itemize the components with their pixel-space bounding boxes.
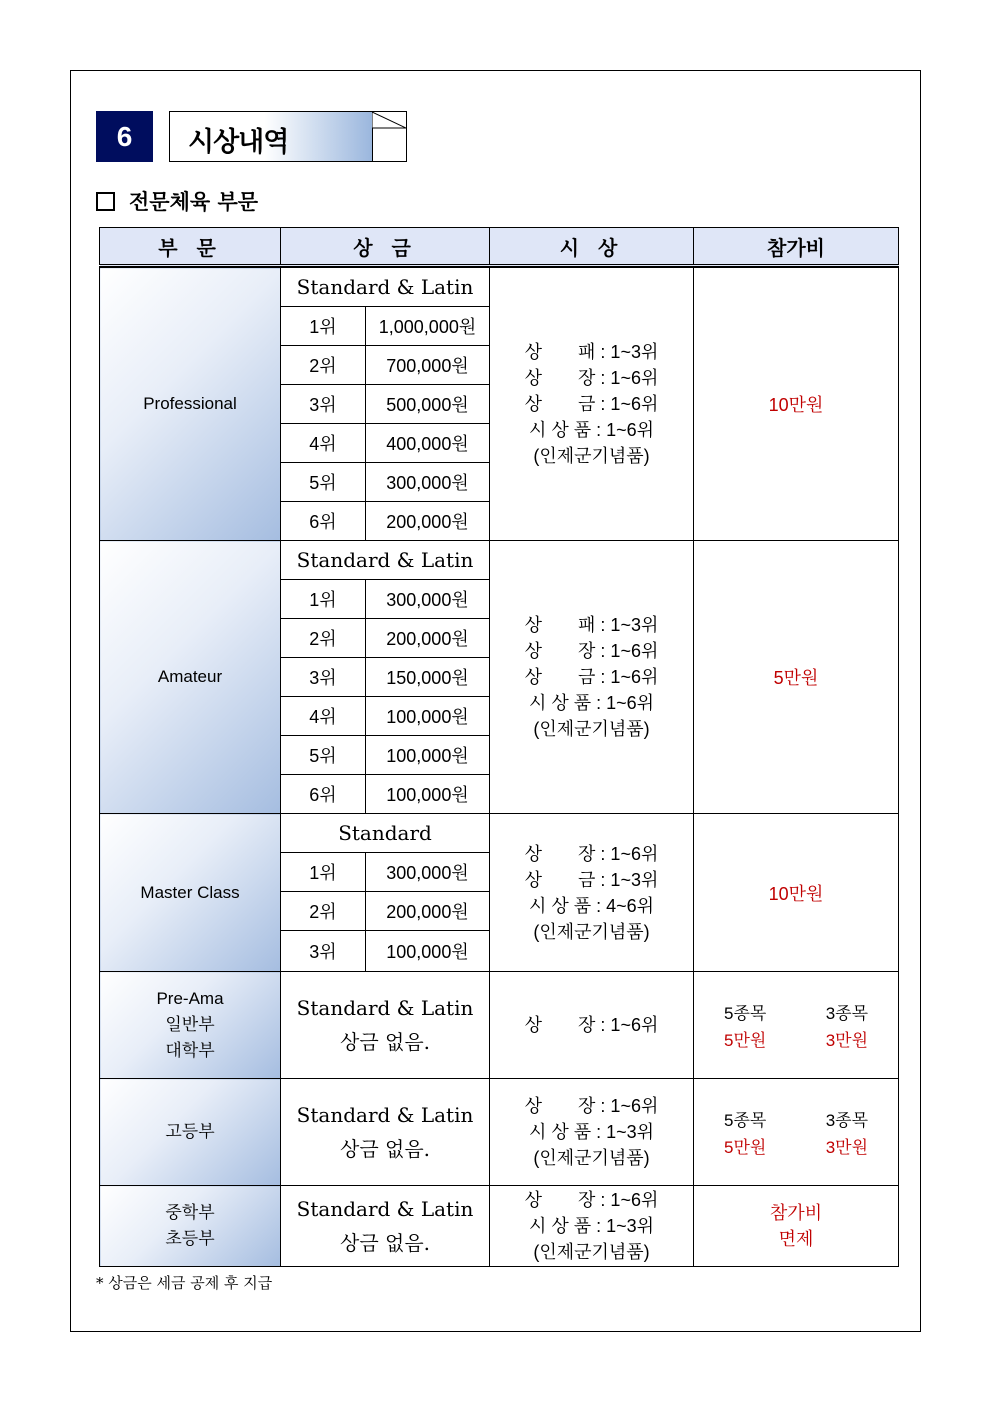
category-line: 중학부 (165, 1203, 215, 1222)
amount-cell: 100,000원 (366, 931, 490, 972)
award-line: 상 장 : 1~6위 (524, 368, 659, 388)
award-line: 상 장 : 1~6위 (524, 1096, 659, 1116)
award-line: 상 장 : 1~6위 (524, 641, 659, 661)
subheading (96, 186, 258, 216)
fee-label: 3종목 (825, 1004, 869, 1023)
table-row (100, 541, 899, 580)
fee-amount: 3만원 (825, 1138, 869, 1157)
award-line: 상 금 : 1~6위 (524, 667, 659, 687)
rank-cell: 1위 (281, 853, 366, 892)
amount-cell: 150,000원 (366, 658, 490, 697)
awards-cell (490, 541, 694, 814)
amount-cell: 100,000원 (366, 775, 490, 814)
award-line: 상 패 : 1~3위 (524, 342, 659, 362)
amount-cell: 200,000원 (366, 892, 490, 931)
fee-cell: 10만원 (694, 268, 899, 541)
category-line: 대학부 (165, 1041, 215, 1060)
no-prize-line: 상금 없음. (340, 1030, 430, 1054)
fee-cell (694, 972, 899, 1079)
award-line: 시 상 품 : 1~3위 (528, 1216, 655, 1236)
rank-cell: 2위 (281, 619, 366, 658)
no-prize-line: 상금 없음. (340, 1231, 430, 1255)
no-prize-line: 상금 없음. (340, 1137, 430, 1161)
style-line: Standard & Latin (296, 1103, 474, 1127)
category-cell: Amateur (100, 541, 281, 814)
fee-cell (694, 1186, 899, 1267)
table-row (100, 268, 899, 307)
rank-cell: 6위 (281, 502, 366, 541)
subheading-text: 전문체육 부문 (129, 189, 259, 214)
amount-cell: 500,000원 (366, 385, 490, 424)
style-cell: Standard (281, 814, 490, 853)
amount-cell: 1,000,000원 (366, 307, 490, 346)
award-line: 상 장 : 1~6위 (524, 1190, 659, 1210)
section-title-box (169, 111, 407, 162)
amount-cell: 700,000원 (366, 346, 490, 385)
header-prize-money: 상 금 (281, 228, 490, 266)
rank-cell: 3위 (281, 385, 366, 424)
rank-cell: 3위 (281, 931, 366, 972)
award-line: (인제군기념품) (533, 1242, 650, 1262)
category-line: Pre-Ama (156, 989, 224, 1008)
rank-cell: 5위 (281, 736, 366, 775)
rank-cell: 2위 (281, 346, 366, 385)
award-line: 상 장 : 1~6위 (524, 1015, 659, 1035)
folded-corner (372, 112, 406, 161)
fee-label: 5종목 (724, 1111, 767, 1130)
fee-line: 면제 (778, 1229, 814, 1249)
amount-cell: 300,000원 (366, 463, 490, 502)
fee-label: 3종목 (825, 1111, 869, 1130)
awards-cell (490, 1186, 694, 1267)
table-row (100, 972, 899, 1079)
award-line: 상 금 : 1~6위 (524, 394, 659, 414)
award-line: (인제군기념품) (533, 921, 650, 942)
awards-cell (490, 1079, 694, 1186)
award-line: 시 상 품 : 4~6위 (528, 895, 655, 916)
awards-cell (490, 972, 694, 1079)
rank-cell: 4위 (281, 697, 366, 736)
category-line: 초등부 (165, 1229, 215, 1248)
award-line: 상 금 : 1~3위 (524, 869, 659, 890)
fee-amount: 5만원 (724, 1031, 767, 1050)
table-row (100, 814, 899, 853)
fee-line: 참가비 (769, 1203, 823, 1223)
amount-cell: 200,000원 (366, 619, 490, 658)
style-line: Standard & Latin (296, 996, 474, 1020)
style-cell: Standard & Latin (281, 268, 490, 307)
rank-cell: 1위 (281, 307, 366, 346)
award-line: 상 장 : 1~6위 (524, 843, 659, 864)
fee-amount: 5만원 (724, 1138, 767, 1157)
amount-cell: 400,000원 (366, 424, 490, 463)
category-cell (100, 1186, 281, 1267)
fee-label: 5종목 (724, 1004, 767, 1023)
rank-cell: 3위 (281, 658, 366, 697)
style-cell (281, 1079, 490, 1186)
award-line: 시 상 품 : 1~6위 (528, 693, 655, 713)
rank-cell: 4위 (281, 424, 366, 463)
category-cell (100, 1079, 281, 1186)
fee-cell (694, 1079, 899, 1186)
style-line: Standard & Latin (296, 1197, 474, 1221)
award-line: 시 상 품 : 1~6위 (528, 420, 655, 440)
prize-table (99, 227, 899, 1267)
category-line: 일반부 (165, 1015, 215, 1034)
style-cell: Standard & Latin (281, 541, 490, 580)
award-line: 상 패 : 1~3위 (524, 615, 659, 635)
rank-cell: 6위 (281, 775, 366, 814)
amount-cell: 100,000원 (366, 736, 490, 775)
award-line: 시 상 품 : 1~3위 (528, 1122, 655, 1142)
awards-cell (490, 268, 694, 541)
fee-amount: 3만원 (825, 1031, 869, 1050)
award-line: (인제군기념품) (533, 1148, 650, 1168)
table-header-row (100, 228, 899, 266)
award-line: (인제군기념품) (533, 719, 650, 739)
section-number: 6 (96, 111, 153, 162)
awards-cell (490, 814, 694, 972)
amount-cell: 100,000원 (366, 697, 490, 736)
style-cell (281, 972, 490, 1079)
checkbox-square-icon (96, 192, 115, 211)
fee-cell: 5만원 (694, 541, 899, 814)
amount-cell: 200,000원 (366, 502, 490, 541)
header-fee: 참가비 (694, 228, 899, 266)
header-awards: 시 상 (490, 228, 694, 266)
section-title: 시상내역 (188, 127, 289, 158)
rank-cell: 2위 (281, 892, 366, 931)
footnote: * 상금은 세금 공제 후 지급 (96, 1274, 273, 1292)
rank-cell: 5위 (281, 463, 366, 502)
category-line: 고등부 (165, 1122, 215, 1141)
award-line: (인제군기념품) (533, 446, 650, 466)
header-category: 부 문 (100, 228, 281, 266)
rank-cell: 1위 (281, 580, 366, 619)
fee-cell: 10만원 (694, 814, 899, 972)
style-cell (281, 1186, 490, 1267)
category-cell: Master Class (100, 814, 281, 972)
table-row (100, 1186, 899, 1267)
table-row (100, 1079, 899, 1186)
amount-cell: 300,000원 (366, 853, 490, 892)
category-cell (100, 972, 281, 1079)
amount-cell: 300,000원 (366, 580, 490, 619)
category-cell: Professional (100, 268, 281, 541)
